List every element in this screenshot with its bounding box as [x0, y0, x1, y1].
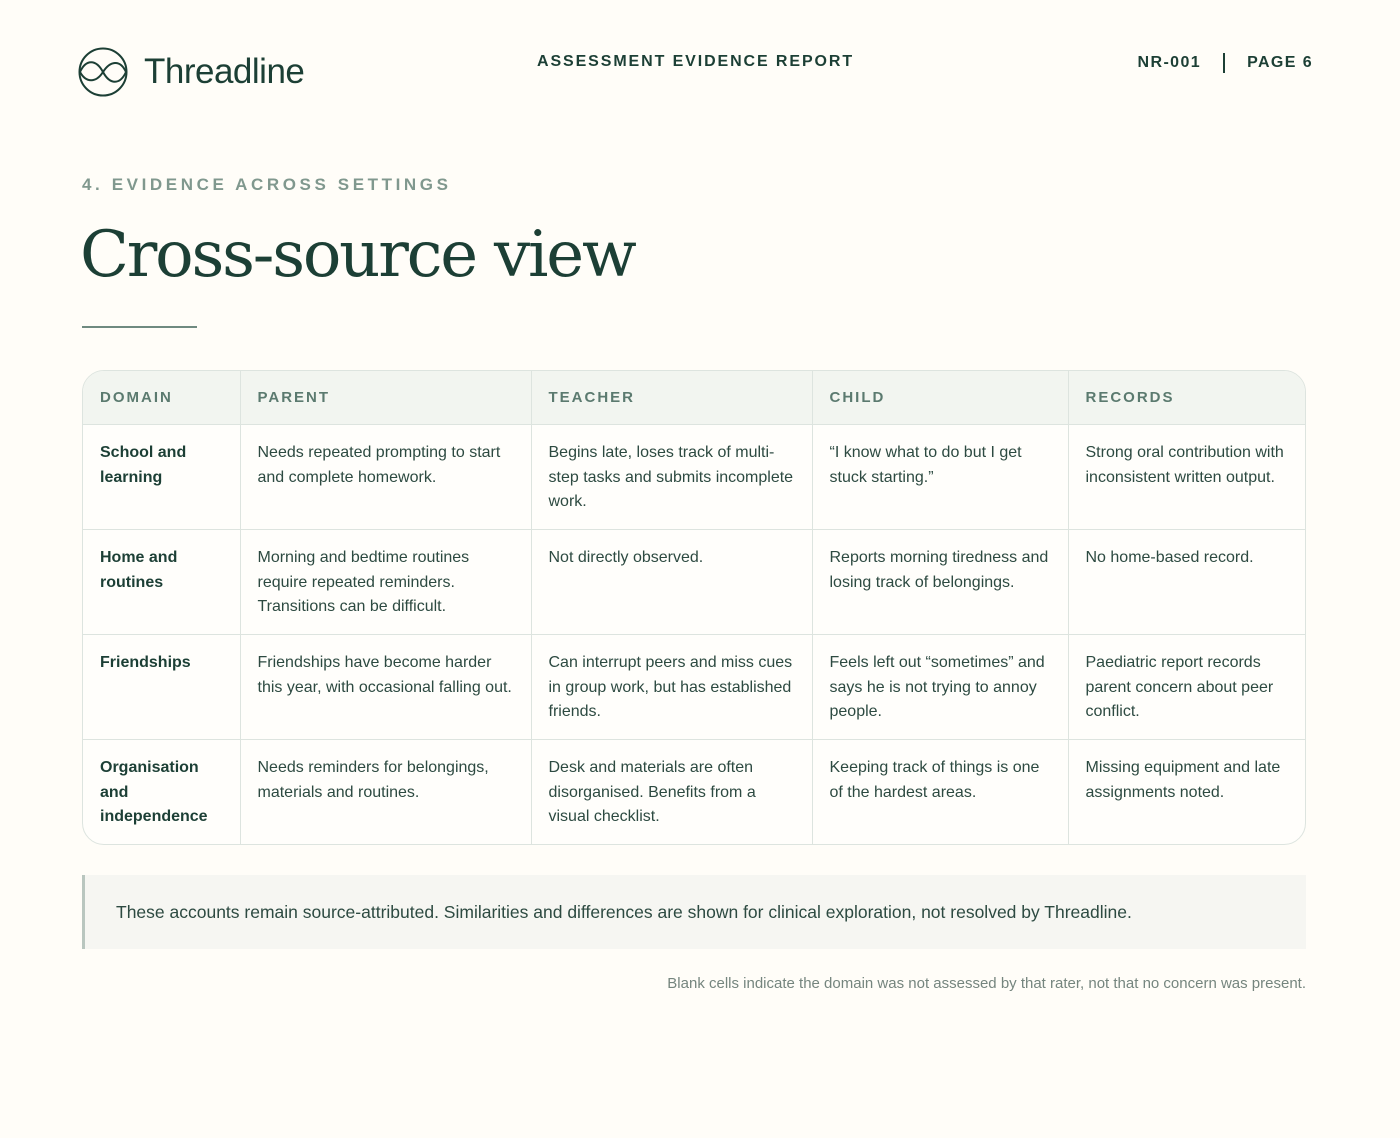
parent-cell: Needs repeated prompting to start and complete homework. [240, 425, 531, 530]
column-header-domain: DOMAIN [83, 371, 240, 425]
column-header-child: CHILD [812, 371, 1068, 425]
domain-cell: Organisation and independence [83, 740, 240, 845]
records-cell: Strong oral contribution with inconsistent written output. [1068, 425, 1305, 530]
page-title: Cross-source view [80, 218, 635, 292]
page-number: PAGE 6 [1247, 54, 1313, 71]
parent-cell: Morning and bedtime routines require repeated reminders. Transitions can be difficult. [240, 530, 531, 635]
section-label: 4. EVIDENCE ACROSS SETTINGS [82, 175, 452, 194]
attribution-note-text: These accounts remain source-attributed. Similarities and differences are shown for clinical exploration, not resolved by Threadline. [116, 901, 1132, 922]
title-underline [82, 326, 197, 328]
parent-cell: Needs reminders for belongings, materials and routines. [240, 740, 531, 845]
table-row [83, 635, 1305, 740]
attribution-note [82, 875, 1306, 949]
records-cell: Missing equipment and late assignments noted. [1068, 740, 1305, 845]
evidence-table [82, 370, 1306, 845]
teacher-cell: Can interrupt peers and miss cues in group work, but has established friends. [531, 635, 812, 740]
column-header-teacher: TEACHER [531, 371, 812, 425]
document-meta [1138, 53, 1313, 73]
child-cell: Keeping track of things is one of the hardest areas. [812, 740, 1068, 845]
teacher-cell: Not directly observed. [531, 530, 812, 635]
table-row [83, 425, 1305, 530]
child-cell: “I know what to do but I get stuck starting.” [812, 425, 1068, 530]
document-id: NR-001 [1137, 54, 1202, 71]
teacher-cell: Begins late, loses track of multi-step tasks and submits incomplete work. [531, 425, 812, 530]
footnote: Blank cells indicate the domain was not assessed by that rater, not that no concern was present. [667, 975, 1306, 992]
column-header-parent: PARENT [240, 371, 531, 425]
threadline-logo-icon [78, 47, 128, 97]
domain-cell: School and learning [100, 444, 187, 486]
meta-divider [1223, 53, 1225, 73]
table-row [83, 530, 1305, 635]
parent-cell: Friendships have become harder this year, with occasional falling out. [240, 635, 531, 740]
report-title: ASSESSMENT EVIDENCE REPORT [537, 53, 855, 70]
column-header-records: RECORDS [1068, 371, 1305, 425]
domain-cell: Friendships [83, 635, 240, 740]
brand-logo [78, 47, 304, 97]
records-cell: Paediatric report records parent concern about peer conflict. [1068, 635, 1305, 740]
child-cell: Feels left out “sometimes” and says he is not trying to annoy people. [812, 635, 1068, 740]
brand-name: Threadline [144, 52, 305, 91]
records-cell: No home-based record. [1068, 530, 1305, 635]
domain-cell: Home and routines [83, 530, 240, 635]
teacher-cell: Desk and materials are often disorganised. Benefits from a visual checklist. [531, 740, 812, 845]
table-row [83, 740, 1305, 845]
child-cell: Reports morning tiredness and losing track of belongings. [812, 530, 1068, 635]
table-header-row [83, 371, 1305, 425]
report-header [0, 0, 1400, 120]
